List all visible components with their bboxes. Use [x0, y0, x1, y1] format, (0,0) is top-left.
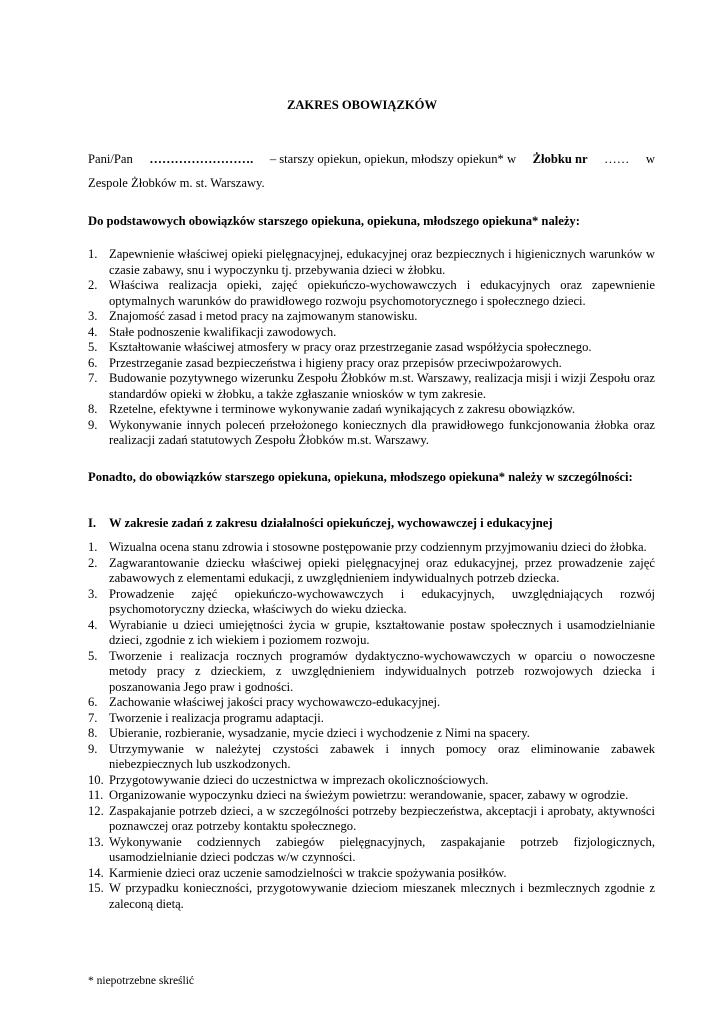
section-i-title: W zakresie zadań z zakresu działalności opiekuńczej, wychowawczej i edukacyjnej [109, 516, 553, 530]
list-item [88, 309, 655, 325]
list-item [88, 788, 655, 804]
list-item-text: W przypadku konieczności, przygotowywanie dzieciom mieszanek mlecznych i bezmlecznych zgodnie z zaleconą dietą. [109, 881, 655, 911]
list-item-text: Utrzymywanie w należytej czystości zabawek i innych pomocy oraz eliminowanie zabawek niebezpiecznych lub uszkodzonych. [109, 741, 655, 771]
list-item-text: Przygotowywanie dzieci do uczestnictwa w imprezach okolicznościowych. [109, 772, 489, 787]
additional-duties-heading: Ponadto, do obowiązków starszego opiekuna, opiekuna, młodszego opiekuna* należy w szczególności: [88, 470, 633, 484]
section-i-duties-section [88, 540, 655, 912]
list-item [88, 835, 655, 866]
list-item-number: 9. [88, 741, 98, 756]
basic-duties-heading: Do podstawowych obowiązków starszego opiekuna, opiekuna, młodszego opiekuna* należy: [88, 214, 580, 228]
list-item [88, 356, 655, 372]
zlobek-number-dots: …… [604, 152, 630, 166]
list-item-number: 8. [88, 726, 98, 740]
list-item [88, 418, 655, 449]
list-item-number: 3. [88, 586, 98, 601]
list-item [88, 649, 655, 696]
list-item-text: Ubieranie, rozbieranie, wysadzanie, mycie dzieci i wychodzenie z Nimi na spacery. [109, 726, 530, 740]
intro-roles: – starszy opiekun, opiekun, młodszy opiekun* w [269, 152, 517, 166]
list-item-number: 12. [88, 803, 104, 818]
list-item-text: Tworzenie i realizacja rocznych programów dydaktyczno-wychowawczych w oparciu o nowoczesne metody pracy z dzieckiem, z uwzględnieniem indywidualnych potrzeb rozwojowych dziecka i poszanowania Jego praw i godności. [109, 648, 655, 694]
list-item-number: 13. [88, 834, 104, 849]
list-item [88, 325, 655, 341]
list-item-number: 7. [88, 710, 98, 725]
list-item-text: Znajomość zasad i metod pracy na zajmowanym stanowisku. [109, 309, 418, 323]
list-item [88, 773, 655, 789]
list-item-number: 8. [88, 402, 98, 416]
list-item [88, 618, 655, 649]
list-item [88, 247, 655, 278]
list-item [88, 711, 655, 727]
intro-line-2: Zespole Żłobków m. st. Warszawy. [88, 176, 265, 190]
list-item-number: 2. [88, 555, 98, 570]
list-item-number: 5. [88, 340, 98, 354]
list-item-text: Wykonywanie innych poleceń przełożonego koniecznych dla prawidłowego funkcjonowania żłobka oraz realizacji zadań statutowych Zespołu Żłobków m.st. Warszawy. [109, 417, 655, 447]
list-item-number: 6. [88, 355, 98, 370]
document-title: ZAKRES OBOWIĄZKÓW [286, 98, 438, 112]
list-item-text: Wizualna ocena stanu zdrowia i stosowne postępowanie przy codziennym przyjmowaniu dzieci do żłobka. [109, 540, 647, 554]
intro-prefix: Pani/Pan [88, 152, 133, 166]
section-i-roman: I. [88, 516, 97, 530]
footnote: * niepotrzebne skreślić [88, 975, 195, 987]
list-item [88, 804, 655, 835]
list-item-number: 5. [88, 648, 98, 663]
list-item [88, 402, 655, 418]
section-i-heading [88, 516, 655, 531]
list-item-text: Kształtowanie właściwej atmosfery w pracy oraz przestrzeganie zasad współżycia społecznego. [109, 340, 592, 354]
name-placeholder-dots: ……………………. [149, 152, 254, 166]
list-item-text: Przestrzeganie zasad bezpieczeństwa i higieny pracy oraz przepisów przeciwpożarowych. [109, 355, 562, 370]
list-item [88, 540, 655, 556]
intro-line-1 [88, 147, 655, 171]
list-item-number: 9. [88, 417, 98, 432]
zlobek-label: Żłobku nr [532, 152, 588, 166]
list-item [88, 371, 655, 402]
list-item-number: 7. [88, 371, 98, 385]
list-item-number: 1. [88, 247, 98, 261]
list-item-number: 4. [88, 617, 98, 632]
intro-w: w [645, 152, 655, 166]
list-item-text: Rzetelne, efektywne i terminowe wykonywanie zadań wynikających z zakresu obowiązków. [109, 402, 576, 416]
list-item-text: Wyrabianie u dzieci umiejętności życia w grupie, kształtowanie postaw społecznych i usamodzielnianie dzieci, zgodnie z ich wiekiem i poziomem rozwoju. [109, 617, 655, 647]
list-item-text: Prowadzenie zajęć opiekuńczo-wychowawczych i edukacyjnych, uwzględniających rozwój psychomotoryczny dziecka, właściwych do wieku dziecka. [109, 586, 655, 616]
list-item-number: 3. [88, 309, 98, 323]
list-item-text: Zagwarantowanie dziecku właściwej opieki pielęgnacyjnej oraz edukacyjnej, przez prowadzenie zajęć zabawowych z elementami edukacji, z uwzględnieniem indywidualnych potrzeb dziecka. [109, 555, 655, 585]
list-item [88, 587, 655, 618]
basic-duties-list [88, 247, 655, 449]
list-item-number: 10. [88, 772, 104, 787]
list-item-number: 14. [88, 865, 104, 880]
list-item [88, 556, 655, 587]
list-item [88, 340, 655, 356]
section-i-duties-list [88, 540, 655, 912]
list-item-text: Karmienie dzieci oraz uczenie samodzielności w trakcie spożywania posiłków. [109, 865, 507, 880]
list-item [88, 866, 655, 882]
list-item-text: Tworzenie i realizacja programu adaptacji. [109, 710, 324, 725]
list-item [88, 742, 655, 773]
list-item-number: 4. [88, 324, 98, 339]
list-item-number: 6. [88, 695, 98, 709]
list-item-text: Wykonywanie codziennych zabiegów pielęgnacyjnych, zaspakajanie potrzeb fizjologicznych, usamodzielnianie dzieci podczas w/w czynności. [109, 834, 655, 864]
list-item-text: Organizowanie wypoczynku dzieci na świeżym powietrzu: werandowanie, spacer, zabawy w ogrodzie. [109, 788, 629, 802]
list-item [88, 278, 655, 309]
list-item-text: Zaspakajanie potrzeb dzieci, a w szczególności potrzeby bezpieczeństwa, akceptacji i aprobaty, aktywności poznawczej oraz potrzeby kontaktu społecznego. [109, 803, 655, 833]
intro-paragraph [88, 147, 655, 195]
list-item-number: 2. [88, 278, 98, 292]
list-item-text: Zachowanie właściwej jakości pracy wychowawczo-edukacyjnej. [109, 695, 441, 709]
list-item-text: Zapewnienie właściwej opieki pielęgnacyjnej, edukacyjnej oraz bezpiecznych i higienicznych warunków w czasie zabawy, snu i wypoczynku tj. przebywania dzieci w żłobku. [109, 247, 655, 277]
list-item-text: Budowanie pozytywnego wizerunku Zespołu Żłobków m.st. Warszawy, realizacja misji i wizji Zespołu oraz standardów opieki w żłobku, a także zgłaszanie wniosków w tym zakresie. [109, 371, 655, 401]
list-item-number: 1. [88, 540, 98, 554]
list-item-text: Stałe podnoszenie kwalifikacji zawodowych. [109, 324, 337, 339]
list-item [88, 726, 655, 742]
list-item [88, 695, 655, 711]
list-item [88, 881, 655, 912]
list-item-number: 11. [88, 788, 104, 802]
list-item-text: Właściwa realizacja opieki, zajęć opiekuńczo-wychowawczych i edukacyjnych oraz zapewnienie optymalnych warunków do prawidłowego rozwoju psychomotorycznego i społecznego dzieci. [109, 278, 655, 308]
list-item-number: 15. [88, 881, 104, 895]
basic-duties-section [88, 247, 655, 449]
